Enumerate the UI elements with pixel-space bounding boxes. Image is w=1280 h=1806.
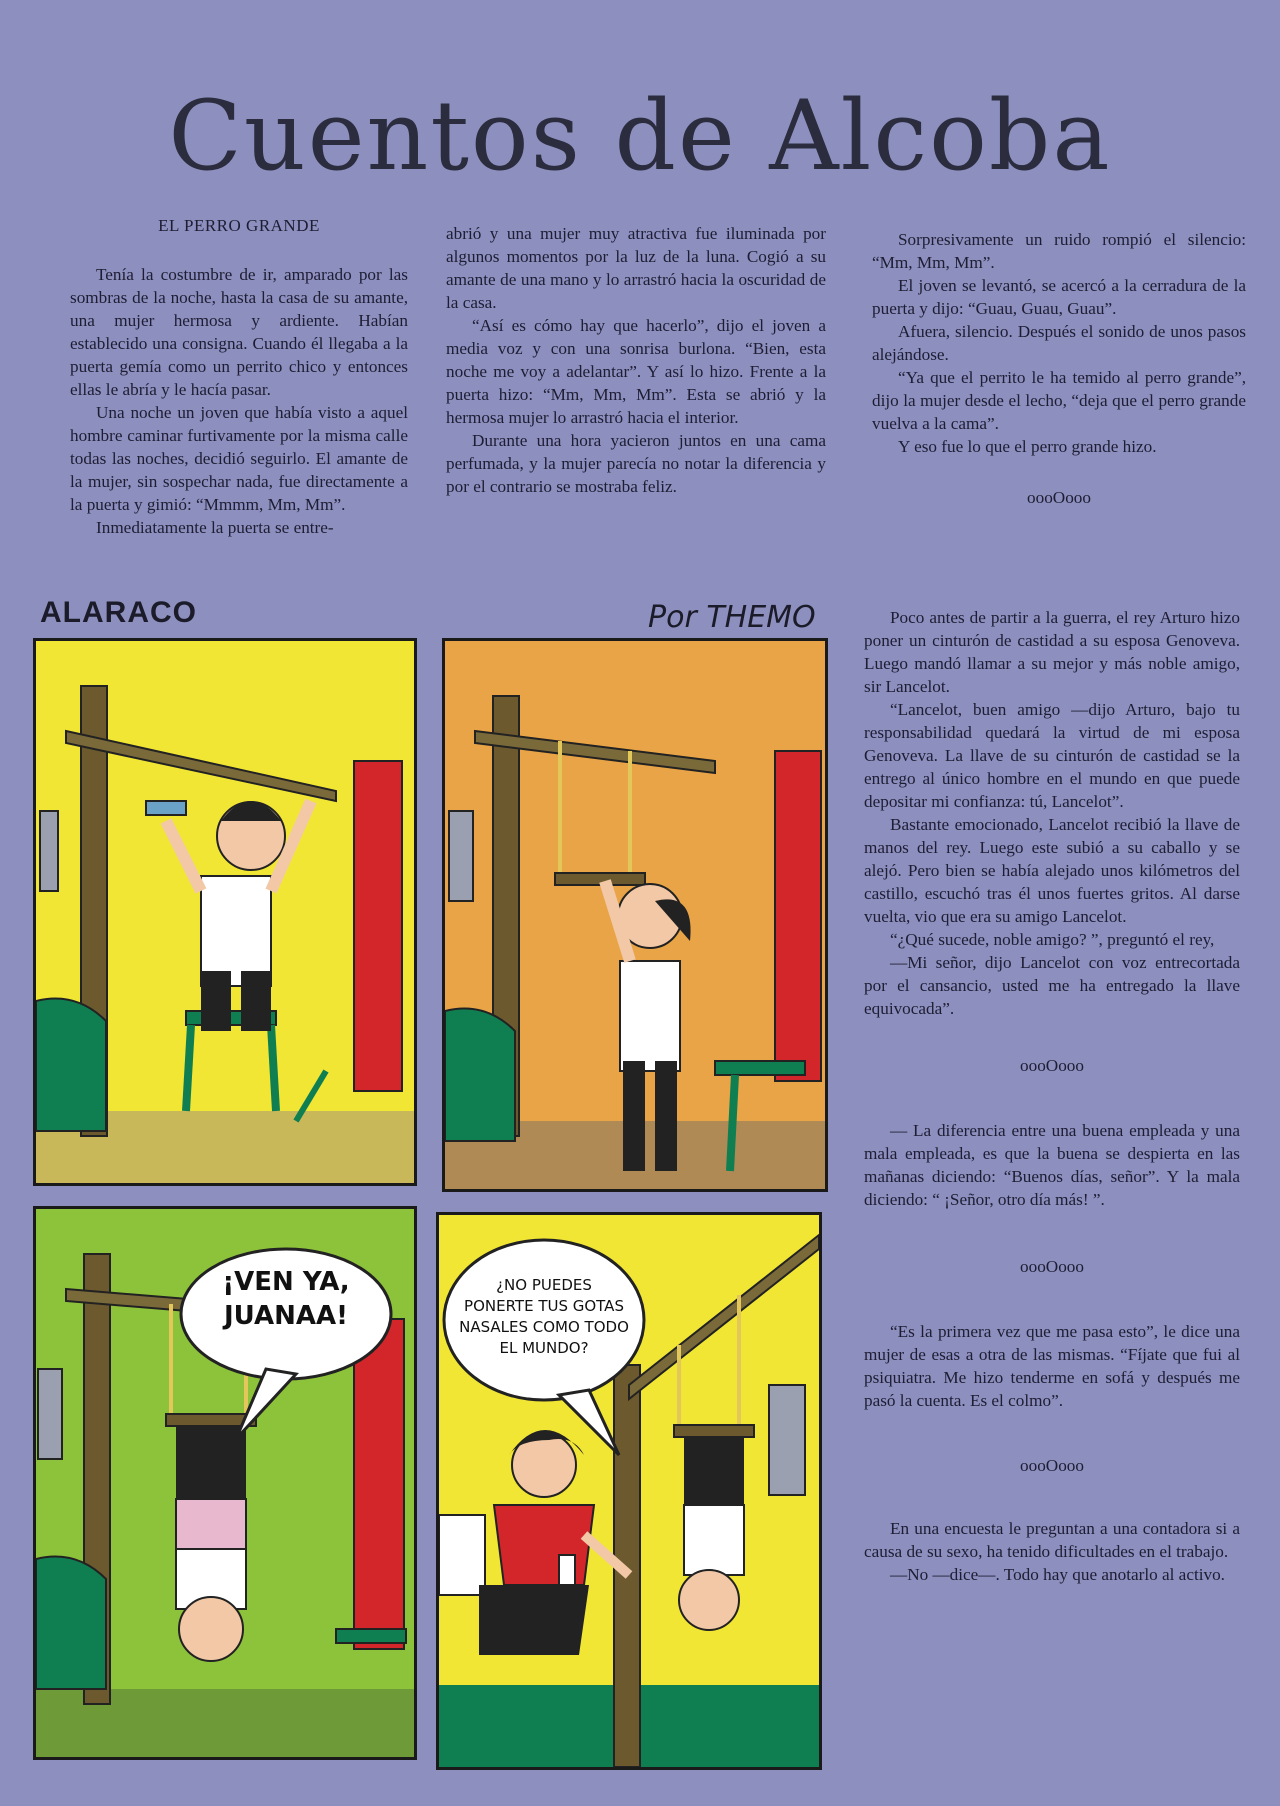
paragraph: Una noche un joven que había visto a aquel hombre caminar furtivamente por la misma calle todas las noches, decidió seguirlo. El amante de la mujer, sin sospechar nada, fue directamente a la puerta y gimió: “Mmmm, Mm, Mm”. bbox=[70, 403, 408, 514]
story1-column-2 bbox=[446, 222, 826, 498]
paragraph: Tenía la costumbre de ir, amparado por las sombras de la noche, hasta la casa de su amante, una mujer hermosa y ardiente. Habían establecido una consigna. Cuando él llegaba a la puerta gemía como un perrito chico y entonces ellas le abría y le hacía pasar. bbox=[70, 265, 408, 399]
speech-bubble-text: ¡VEN YA, JUANAA! bbox=[222, 1267, 350, 1331]
separator: oooOooo bbox=[1027, 488, 1091, 507]
paragraph: Poco antes de partir a la guerra, el rey Arturo hizo poner un cinturón de castidad a su esposa Genoveva. Luego mandó llamar a su mejor y más noble amigo, sir Lancelot. bbox=[864, 608, 1240, 696]
comic-credit: Por THEMO bbox=[648, 600, 816, 635]
paragraph: En una encuesta le preguntan a una contadora si a causa de su sexo, ha tenido dificultades en el trabajo. bbox=[864, 1519, 1240, 1561]
panel-1-illustration bbox=[36, 641, 414, 1183]
paragraph: —No —dice—. Todo hay que anotarlo al activo. bbox=[890, 1565, 1225, 1584]
paragraph: “Lancelot, buen amigo —dijo Arturo, bajo tu responsabilidad quedará la virtud de mi esposa Genoveva. La llave de su cinturón de castidad se la entrego al único hombre en el mundo en que puede depositar mi confianza: tú, Lancelot”. bbox=[864, 700, 1240, 811]
page-title: Cuentos de Alcoba bbox=[168, 80, 1112, 192]
separator: oooOooo bbox=[1020, 1257, 1084, 1276]
paragraph: abrió y una mujer muy atractiva fue iluminada por algunos momentos por la luz de la luna. Cogió a su amante de una mano y lo arrastró hacia la oscuridad de la casa. bbox=[446, 224, 826, 312]
paragraph: — La diferencia entre una buena empleada y una mala empleada, es que la buena se despierta en las mañanas diciendo: “Buenos días, señor”. Y la mala diciendo: “ ¡Señor, otro día más! ”. bbox=[864, 1121, 1240, 1209]
comic-panel-4 bbox=[436, 1212, 822, 1770]
paragraph: “Así es cómo hay que hacerlo”, dijo el joven a media voz y con una sonrisa burlona. “Bien, esta noche me voy a adelantar”. Y así lo hizo. Frente a la puerta hizo: “Mm, Mm, Mm”. Esta se abrió y la hermosa mujer lo arrastró hacia el interior. bbox=[446, 316, 826, 427]
paragraph: Sorpresivamente un ruido rompió el silencio: “Mm, Mm, Mm”. bbox=[872, 230, 1246, 272]
paragraph: Y eso fue lo que el perro grande hizo. bbox=[898, 437, 1157, 456]
speech-bubble-text: ¿NO PUEDES PONERTE TUS GOTAS NASALES COMO TODO EL MUNDO? bbox=[459, 1276, 629, 1357]
story1-column-1 bbox=[70, 214, 408, 539]
story1-column-3 bbox=[872, 228, 1246, 509]
panel-2-illustration bbox=[445, 641, 825, 1189]
paragraph: El joven se levantó, se acercó a la cerradura de la puerta y dijo: “Guau, Guau, Guau”. bbox=[872, 276, 1246, 318]
paragraph: “Ya que el perrito le ha temido al perro grande”, dijo la mujer desde el lecho, “deja que el perro grande vuelva a la cama”. bbox=[872, 368, 1246, 433]
paragraph: Inmediatamente la puerta se entre- bbox=[96, 518, 334, 537]
paragraph: Durante una hora yacieron juntos en una cama perfumada, y la mujer parecía no notar la diferencia y por el contrario se mostraba feliz. bbox=[446, 431, 826, 496]
paragraph: Afuera, silencio. Después el sonido de unos pasos alejándose. bbox=[872, 322, 1246, 364]
comic-panel-1 bbox=[33, 638, 417, 1186]
paragraph: “Es la primera vez que me pasa esto”, le dice una mujer de esas a otra de las mismas. “Fíjate que fui al psiquiatra. Me hizo tenderme en sofá y después me pasó la cuenta. Es el colmo”. bbox=[864, 1322, 1240, 1410]
comic-panel-2 bbox=[442, 638, 828, 1192]
right-column-jokes bbox=[864, 606, 1240, 1586]
story1-heading: EL PERRO GRANDE bbox=[158, 216, 320, 235]
paragraph: —Mi señor, dijo Lancelot con voz entrecortada por el cansancio, usted me ha entregado la llave equivocada”. bbox=[864, 953, 1240, 1018]
paragraph: “¿Qué sucede, noble amigo? ”, preguntó el rey, bbox=[890, 930, 1215, 949]
comic-panel-3 bbox=[33, 1206, 417, 1760]
paragraph: Bastante emocionado, Lancelot recibió la llave de manos del rey. Luego este subió a su caballo y se alejó. Pero bien se había alejado unos kilómetros del castillo, escuchó tras él unos fuertes gritos. Al darse vuelta, vio que era su amigo Lancelot. bbox=[864, 815, 1240, 926]
separator: oooOooo bbox=[1020, 1456, 1084, 1475]
comic-title: ALARACO bbox=[40, 596, 197, 629]
separator: oooOooo bbox=[1020, 1056, 1084, 1075]
